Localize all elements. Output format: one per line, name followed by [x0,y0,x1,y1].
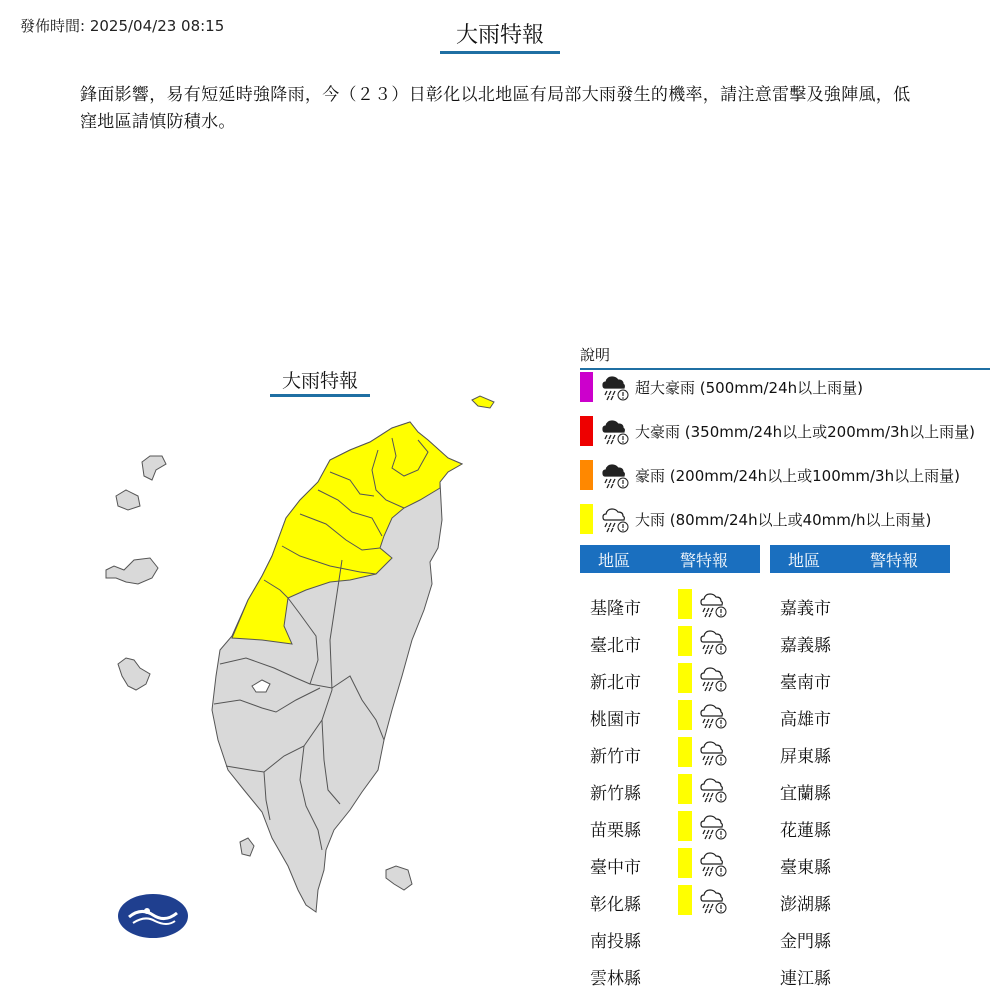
island-matsu-1 [142,456,166,480]
legend-label: 大雨 (80mm/24h以上或40mm/h以上雨量) [635,510,932,529]
table-row [580,956,760,993]
rain-outline-icon [697,589,727,619]
legend-label: 大豪雨 (350mm/24h以上或200mm/3h以上雨量) [635,422,975,441]
region-name: 嘉義市 [780,599,831,619]
warning-level-bar [678,737,692,767]
map-title: 大雨特報 [270,366,370,397]
legend-color-swatch [580,504,593,534]
table-row [770,956,950,993]
region-name: 高雄市 [780,710,831,730]
legend-color-swatch [580,372,593,402]
column-header-region: 地區 [788,550,821,570]
table-row [580,660,760,697]
table-row [770,586,950,623]
table-header [580,545,760,573]
region-name: 金門縣 [780,932,831,952]
legend-heading: 說明 [580,344,990,370]
region-name: 臺中市 [590,858,641,878]
table-row [580,697,760,734]
legend-item [580,416,975,446]
issued-time: 發佈時間: 2025/04/23 08:15 [20,17,225,35]
warning-level-bar [678,885,692,915]
region-name: 臺南市 [780,673,831,693]
rain-outline-icon [697,626,727,656]
region-name: 臺東縣 [780,858,831,878]
region-name: 連江縣 [780,969,831,989]
island-xiaoliuqiu [240,838,254,856]
warning-description: 鋒面影響，易有短延時強降雨，今（２３）日彰化以北地區有局部大雨發生的機率，請注意雷擊及強陣風，低窪地區請慎防積水。 [80,85,911,132]
table-row [580,808,760,845]
legend-label: 超大豪雨 (500mm/24h以上雨量) [635,378,863,397]
region-name: 新北市 [590,673,641,693]
table-row [770,734,950,771]
table-row [770,919,950,956]
legend-color-swatch [580,416,593,446]
region-name: 基隆市 [590,599,641,619]
table-row [580,845,760,882]
warning-level-bar [678,626,692,656]
region-name: 屏東縣 [780,747,831,767]
heavy-rain-dark-icon [599,460,629,490]
table-row [770,845,950,882]
region-name: 桃園市 [590,710,641,730]
page-title: 大雨特報 [440,18,560,54]
island-matsu-2 [116,490,140,510]
heavy-rain-dark-icon [599,416,629,446]
table-row [580,771,760,808]
warning-level-bar [678,811,692,841]
warning-level-bar [678,589,692,619]
rain-outline-icon [697,774,727,804]
table-row [580,919,760,956]
cwa-logo [117,893,189,939]
rain-outline-icon [697,700,727,730]
table-row [770,660,950,697]
rain-outline-icon [599,504,629,534]
rain-outline-icon [697,663,727,693]
table-row [770,808,950,845]
legend-item [580,372,863,402]
region-name: 彰化縣 [590,895,641,915]
legend-item [580,504,931,534]
legend-color-swatch [580,460,593,490]
warning-level-bar [678,663,692,693]
table-row [580,623,760,660]
region-name: 新竹縣 [590,784,641,804]
taiwan-warning-map [95,380,515,930]
table-row [580,734,760,771]
legend-item [580,460,960,490]
rain-outline-icon [697,811,727,841]
region-name: 臺北市 [590,636,641,656]
warning-level-bar [678,774,692,804]
warning-level-bar [678,700,692,730]
table-row [580,882,760,919]
rain-outline-icon [697,885,727,915]
column-header-warning: 警特報 [680,550,729,570]
rain-outline-icon [697,848,727,878]
island-kinmen [106,558,158,584]
island-penghu [118,658,150,690]
table-row [770,882,950,919]
region-name: 花蓮縣 [780,821,831,841]
region-name: 新竹市 [590,747,641,767]
region-name: 雲林縣 [590,969,641,989]
island-north-yellow [472,396,494,408]
region-name: 澎湖縣 [780,895,831,915]
column-header-region: 地區 [598,550,631,570]
region-name: 南投縣 [590,932,641,952]
legend-label: 豪雨 (200mm/24h以上或100mm/3h以上雨量) [635,466,960,485]
region-name: 宜蘭縣 [780,784,831,804]
table-row [770,623,950,660]
warning-level-bar [678,848,692,878]
rain-outline-icon [697,737,727,767]
region-name: 嘉義縣 [780,636,831,656]
column-header-warning: 警特報 [870,550,919,570]
region-name: 苗栗縣 [590,821,641,841]
table-row [770,771,950,808]
table-row [580,586,760,623]
table-row [770,697,950,734]
table-header [770,545,950,573]
heavy-rain-dark-icon [599,372,629,402]
island-lanyu [386,866,412,890]
